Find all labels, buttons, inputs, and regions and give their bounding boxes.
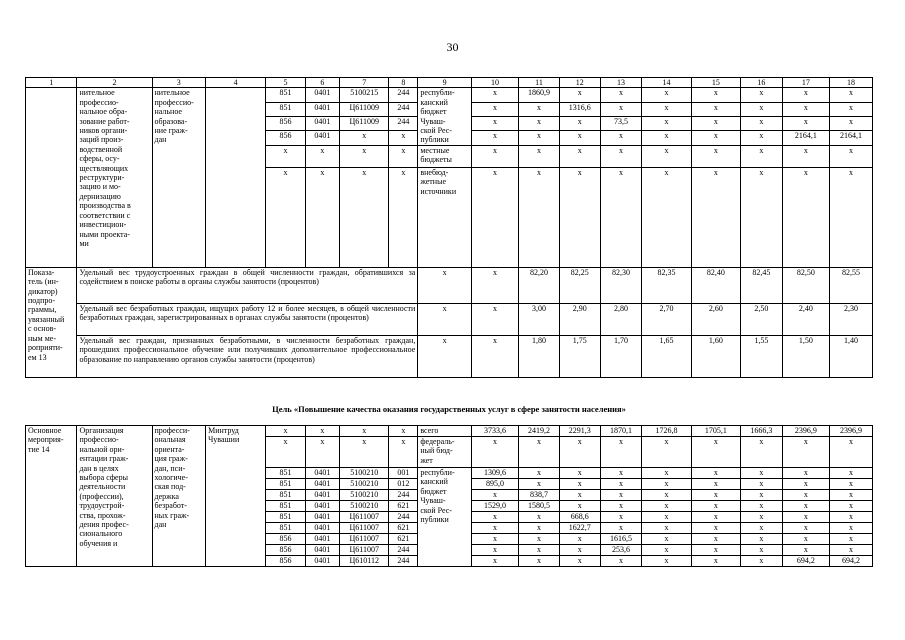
amount-cell: 1616,5: [600, 534, 642, 545]
budget-code: 5100210: [340, 490, 389, 501]
column-number: 12: [559, 78, 600, 88]
amount-cell: 895,0: [471, 479, 518, 490]
budget-code: x: [305, 437, 339, 468]
amount-cell: x: [600, 131, 642, 145]
amount-cell: x: [782, 479, 829, 490]
budget-code: 0401: [305, 88, 339, 102]
budget-code: 5100210: [340, 479, 389, 490]
column-number: 7: [340, 78, 389, 88]
budget-code: 0401: [305, 501, 339, 512]
indicator-value: 82,55: [829, 267, 872, 303]
budget-code: Ц610112: [340, 556, 389, 567]
budget-code: 851: [266, 102, 306, 116]
budget-code: 851: [266, 490, 306, 501]
funding-source: республи- канский бюджет Чуваш- ской Рес- публики: [418, 468, 472, 567]
budget-code: 856: [266, 117, 306, 131]
amount-cell: x: [782, 501, 829, 512]
amount-cell: x: [559, 534, 600, 545]
amount-cell: x: [559, 117, 600, 131]
indicator-value: x: [471, 267, 518, 303]
budget-code: 244: [389, 490, 418, 501]
amount-cell: x: [691, 545, 740, 556]
amount-cell: x: [471, 131, 518, 145]
budget-code: x: [340, 437, 389, 468]
column-number: 2: [77, 78, 152, 88]
amount-cell: x: [782, 534, 829, 545]
amount-cell: x: [782, 490, 829, 501]
amount-cell: x: [471, 490, 518, 501]
funding-source: внебюд- жетные источники: [418, 167, 472, 267]
indicator-value: 1,75: [559, 335, 600, 377]
amount-cell: x: [471, 545, 518, 556]
budget-code: x: [266, 145, 306, 167]
amount-cell: 3733,6: [471, 426, 518, 437]
budget-code: x: [340, 167, 389, 267]
amount-cell: 253,6: [600, 545, 642, 556]
amount-cell: x: [519, 117, 560, 131]
main-activity-label: Основное мероприя- тие 14: [26, 426, 77, 567]
indicator-value: x: [418, 335, 472, 377]
column-number: 3: [152, 78, 206, 88]
goal-heading: Цель «Повышение качества оказания государственных услуг в сфере занятости населения»: [272, 404, 626, 414]
amount-cell: x: [471, 534, 518, 545]
amount-cell: x: [559, 490, 600, 501]
amount-cell: x: [691, 479, 740, 490]
amount-cell: x: [741, 145, 783, 167]
budget-code: 244: [389, 556, 418, 567]
funding-source: местные бюджеты: [418, 145, 472, 167]
amount-cell: x: [741, 437, 783, 468]
budget-code: 0401: [305, 534, 339, 545]
amount-cell: x: [519, 545, 560, 556]
amount-cell: x: [642, 102, 691, 116]
budget-code: x: [389, 145, 418, 167]
amount-cell: x: [471, 523, 518, 534]
budget-code: 856: [266, 131, 306, 145]
executor-cell: Минтруд Чувашии: [206, 426, 266, 567]
budget-code: Ц611007: [340, 512, 389, 523]
budget-code: 5100210: [340, 468, 389, 479]
budget-code: 856: [266, 534, 306, 545]
result-description: нительное профессио- нальное образова- ние граж- дан: [152, 88, 206, 267]
amount-cell: x: [691, 88, 740, 102]
table-row: [26, 335, 873, 377]
budget-code: x: [266, 426, 306, 437]
column-number: 8: [389, 78, 418, 88]
budget-code: x: [266, 167, 306, 267]
amount-cell: x: [691, 131, 740, 145]
budget-code: 244: [389, 88, 418, 102]
table-row: [26, 88, 873, 102]
amount-cell: x: [741, 490, 783, 501]
budget-code: x: [389, 437, 418, 468]
amount-cell: 2164,1: [829, 131, 872, 145]
budget-code: 012: [389, 479, 418, 490]
amount-cell: x: [741, 102, 783, 116]
amount-cell: x: [471, 102, 518, 116]
budget-code: 856: [266, 545, 306, 556]
budget-code: 0401: [305, 468, 339, 479]
amount-cell: x: [829, 117, 872, 131]
activity-description: Организация профессио- нальной ори- ентации граж- дан в целях выбора сферы деятельности (профессии), трудоустрой- ства, прохож- дения профес- сионального обучения и: [77, 426, 152, 567]
budget-code: 0401: [305, 479, 339, 490]
amount-cell: x: [600, 490, 642, 501]
amount-cell: x: [741, 556, 783, 567]
amount-cell: x: [642, 468, 691, 479]
amount-cell: x: [600, 102, 642, 116]
amount-cell: x: [691, 117, 740, 131]
column-number: 14: [642, 78, 691, 88]
budget-code: Ц611007: [340, 545, 389, 556]
amount-cell: x: [782, 117, 829, 131]
amount-cell: x: [829, 88, 872, 102]
column-number: 13: [600, 78, 642, 88]
amount-cell: x: [471, 512, 518, 523]
amount-cell: 2291,3: [559, 426, 600, 437]
amount-cell: 838,7: [519, 490, 560, 501]
budget-code: 244: [389, 117, 418, 131]
column-number: 11: [519, 78, 560, 88]
amount-cell: 1622,7: [559, 523, 600, 534]
amount-cell: x: [642, 512, 691, 523]
indicator-value: 82,30: [600, 267, 642, 303]
amount-cell: x: [829, 468, 872, 479]
indicator-value: 2,70: [642, 303, 691, 335]
budget-code: 851: [266, 479, 306, 490]
indicator-value: 2,30: [829, 303, 872, 335]
amount-cell: x: [642, 501, 691, 512]
budget-code: 0401: [305, 117, 339, 131]
amount-cell: x: [642, 479, 691, 490]
indicator-value: 1,60: [691, 335, 740, 377]
amount-cell: x: [829, 490, 872, 501]
amount-cell: x: [559, 501, 600, 512]
amount-cell: x: [642, 117, 691, 131]
budget-code: Ц611009: [340, 117, 389, 131]
column-number: 1: [26, 78, 77, 88]
amount-cell: x: [600, 501, 642, 512]
program-table-top: [25, 77, 873, 378]
indicator-text: Удельный вес безработных граждан, ищущих работу 12 и более месяцев, в общей численности безработных граждан, зарегистрированных в органах службы занятости (процентов): [77, 303, 418, 335]
amount-cell: x: [642, 167, 691, 267]
amount-cell: x: [741, 117, 783, 131]
column-number: 10: [471, 78, 518, 88]
indicator-value: 82,45: [741, 267, 783, 303]
budget-code: x: [389, 131, 418, 145]
amount-cell: x: [691, 490, 740, 501]
indicator-value: 82,40: [691, 267, 740, 303]
table-row: [26, 303, 873, 335]
budget-code: 244: [389, 512, 418, 523]
amount-cell: 1726,8: [642, 426, 691, 437]
indicator-value: 82,20: [519, 267, 560, 303]
amount-cell: x: [600, 523, 642, 534]
amount-cell: x: [741, 545, 783, 556]
amount-cell: x: [600, 88, 642, 102]
amount-cell: x: [471, 167, 518, 267]
amount-cell: 2419,2: [519, 426, 560, 437]
budget-code: 244: [389, 545, 418, 556]
indicator-value: 82,35: [642, 267, 691, 303]
budget-code: 0401: [305, 556, 339, 567]
indicator-value: 1,65: [642, 335, 691, 377]
budget-code: 0401: [305, 490, 339, 501]
amount-cell: x: [782, 167, 829, 267]
budget-code: 5100210: [340, 501, 389, 512]
amount-cell: x: [741, 512, 783, 523]
budget-code: 0401: [305, 131, 339, 145]
budget-code: 0401: [305, 512, 339, 523]
budget-code: 851: [266, 501, 306, 512]
indicator-text: Удельный вес граждан, признанных безработными, в численности безработных граждан, прошедших профессиональное обучение или получивших дополнительное профессиональное образование по направлению органов службы занятости (процентов): [77, 335, 418, 377]
column-number: 15: [691, 78, 740, 88]
amount-cell: x: [829, 501, 872, 512]
amount-cell: x: [519, 479, 560, 490]
amount-cell: x: [600, 556, 642, 567]
budget-code: Ц611007: [340, 523, 389, 534]
budget-code: 244: [389, 102, 418, 116]
amount-cell: x: [519, 523, 560, 534]
budget-code: 851: [266, 88, 306, 102]
amount-cell: x: [829, 167, 872, 267]
budget-code: Ц611007: [340, 534, 389, 545]
indicator-value: 2,40: [782, 303, 829, 335]
indicator-value: 2,50: [741, 303, 783, 335]
amount-cell: x: [471, 556, 518, 567]
amount-cell: x: [600, 479, 642, 490]
amount-cell: x: [519, 534, 560, 545]
amount-cell: x: [782, 468, 829, 479]
budget-code: x: [340, 426, 389, 437]
amount-cell: 1316,6: [559, 102, 600, 116]
amount-cell: 1860,9: [519, 88, 560, 102]
budget-code: 621: [389, 534, 418, 545]
budget-code: Ц611009: [340, 102, 389, 116]
indicator-value: 1,55: [741, 335, 783, 377]
amount-cell: x: [691, 145, 740, 167]
indicator-value: 2,90: [559, 303, 600, 335]
amount-cell: x: [642, 490, 691, 501]
amount-cell: x: [741, 468, 783, 479]
budget-code: x: [305, 145, 339, 167]
amount-cell: x: [519, 512, 560, 523]
budget-code: x: [305, 167, 339, 267]
amount-cell: x: [519, 437, 560, 468]
amount-cell: x: [782, 545, 829, 556]
amount-cell: x: [829, 102, 872, 116]
column-number: 17: [782, 78, 829, 88]
amount-cell: x: [642, 556, 691, 567]
funding-source: республи- канский бюджет Чуваш- ской Рес- публики: [418, 88, 472, 145]
indicator-value: x: [471, 303, 518, 335]
amount-cell: 2396,9: [829, 426, 872, 437]
budget-code: x: [340, 145, 389, 167]
budget-code: 001: [389, 468, 418, 479]
amount-cell: x: [600, 512, 642, 523]
indicator-value: 1,80: [519, 335, 560, 377]
budget-code: 0401: [305, 545, 339, 556]
indicator-text: Удельный вес трудоустроенных граждан в общей численности граждан, обратившихся за содействием в поиске работы в органы службы занятости (процентов): [77, 267, 418, 303]
amount-cell: x: [559, 556, 600, 567]
amount-cell: x: [691, 501, 740, 512]
amount-cell: x: [741, 501, 783, 512]
column-number: 4: [206, 78, 266, 88]
budget-code: 851: [266, 512, 306, 523]
amount-cell: x: [642, 523, 691, 534]
amount-cell: x: [471, 437, 518, 468]
column-number: 6: [305, 78, 339, 88]
amount-cell: x: [519, 167, 560, 267]
amount-cell: x: [782, 145, 829, 167]
amount-cell: x: [559, 479, 600, 490]
indicator-value: x: [418, 303, 472, 335]
amount-cell: x: [691, 167, 740, 267]
table-row: [26, 78, 873, 88]
amount-cell: x: [829, 437, 872, 468]
indicator-value: 2,80: [600, 303, 642, 335]
result-description: професси- ональная ориента- ция граж- дан, пси- хологиче- ская под- держка безработ- ных граж- дан: [152, 426, 206, 567]
funding-source: всего: [418, 426, 472, 437]
budget-code: x: [389, 167, 418, 267]
amount-cell: x: [642, 437, 691, 468]
amount-cell: x: [782, 88, 829, 102]
indicator-value: 82,50: [782, 267, 829, 303]
amount-cell: x: [519, 468, 560, 479]
amount-cell: 1666,3: [741, 426, 783, 437]
amount-cell: x: [559, 145, 600, 167]
amount-cell: 1309,6: [471, 468, 518, 479]
amount-cell: x: [691, 534, 740, 545]
indicator-value: 82,25: [559, 267, 600, 303]
program-table-bottom: [25, 425, 873, 567]
indicator-value: 1,40: [829, 335, 872, 377]
budget-code: 621: [389, 501, 418, 512]
budget-code: 5100215: [340, 88, 389, 102]
amount-cell: x: [519, 102, 560, 116]
budget-code: 621: [389, 523, 418, 534]
amount-cell: x: [782, 102, 829, 116]
amount-cell: x: [519, 556, 560, 567]
amount-cell: 1580,5: [519, 501, 560, 512]
amount-cell: x: [642, 131, 691, 145]
indicator-value: 2,60: [691, 303, 740, 335]
amount-cell: x: [600, 145, 642, 167]
amount-cell: 694,2: [782, 556, 829, 567]
amount-cell: x: [642, 88, 691, 102]
budget-code: x: [305, 426, 339, 437]
amount-cell: x: [782, 523, 829, 534]
amount-cell: 2396,9: [782, 426, 829, 437]
amount-cell: x: [741, 88, 783, 102]
amount-cell: x: [559, 167, 600, 267]
amount-cell: x: [559, 88, 600, 102]
amount-cell: x: [471, 145, 518, 167]
amount-cell: x: [741, 534, 783, 545]
funding-source: федераль- ный бюд- жет: [418, 437, 472, 468]
amount-cell: x: [691, 468, 740, 479]
amount-cell: x: [519, 131, 560, 145]
executor-cell: [206, 88, 266, 267]
empty-cell: [26, 88, 77, 267]
column-number: 16: [741, 78, 783, 88]
amount-cell: x: [741, 523, 783, 534]
amount-cell: x: [691, 437, 740, 468]
amount-cell: x: [691, 523, 740, 534]
amount-cell: 1705,1: [691, 426, 740, 437]
amount-cell: x: [559, 437, 600, 468]
amount-cell: x: [600, 167, 642, 267]
amount-cell: x: [782, 437, 829, 468]
amount-cell: x: [829, 479, 872, 490]
amount-cell: 1870,1: [600, 426, 642, 437]
column-number: 5: [266, 78, 306, 88]
amount-cell: x: [559, 468, 600, 479]
table-row: [26, 267, 873, 303]
amount-cell: x: [471, 88, 518, 102]
amount-cell: x: [471, 117, 518, 131]
budget-code: x: [340, 131, 389, 145]
amount-cell: x: [519, 145, 560, 167]
amount-cell: x: [829, 512, 872, 523]
amount-cell: x: [600, 468, 642, 479]
budget-code: x: [266, 437, 306, 468]
amount-cell: x: [741, 131, 783, 145]
amount-cell: x: [559, 131, 600, 145]
budget-code: 856: [266, 556, 306, 567]
indicator-value: x: [471, 335, 518, 377]
amount-cell: x: [829, 534, 872, 545]
amount-cell: 73,5: [600, 117, 642, 131]
column-number: 18: [829, 78, 872, 88]
amount-cell: 1529,0: [471, 501, 518, 512]
budget-code: 0401: [305, 523, 339, 534]
amount-cell: x: [691, 556, 740, 567]
amount-cell: x: [691, 512, 740, 523]
indicator-value: 3,00: [519, 303, 560, 335]
indicator-value: 1,70: [600, 335, 642, 377]
amount-cell: 2164,1: [782, 131, 829, 145]
amount-cell: x: [600, 437, 642, 468]
amount-cell: x: [782, 512, 829, 523]
amount-cell: x: [642, 534, 691, 545]
budget-code: x: [389, 426, 418, 437]
budget-code: 851: [266, 468, 306, 479]
amount-cell: x: [691, 102, 740, 116]
amount-cell: x: [642, 545, 691, 556]
amount-cell: x: [829, 523, 872, 534]
amount-cell: x: [642, 145, 691, 167]
amount-cell: x: [559, 545, 600, 556]
indicator-label: Показа- тель (ин- дикатор) подпро- граммы, увязанный с основ- ным ме- роприяти- ем 13: [26, 267, 77, 377]
indicator-value: x: [418, 267, 472, 303]
column-number: 9: [418, 78, 472, 88]
table-row: [26, 426, 873, 437]
amount-cell: x: [829, 545, 872, 556]
amount-cell: x: [741, 167, 783, 267]
budget-code: 851: [266, 523, 306, 534]
amount-cell: x: [829, 145, 872, 167]
page-number: 30: [446, 40, 459, 54]
amount-cell: x: [741, 479, 783, 490]
budget-code: 0401: [305, 102, 339, 116]
amount-cell: 694,2: [829, 556, 872, 567]
amount-cell: 668,6: [559, 512, 600, 523]
activity-description: нительное профессио- нальное обра- зование работ- ников органи- заций произ- водственной сферы, осу- ществляющих реструктури- зацию и мо- дернизацию производства в соответствии с инвестицион- ными проекта- ми: [77, 88, 152, 267]
indicator-value: 1,50: [782, 335, 829, 377]
